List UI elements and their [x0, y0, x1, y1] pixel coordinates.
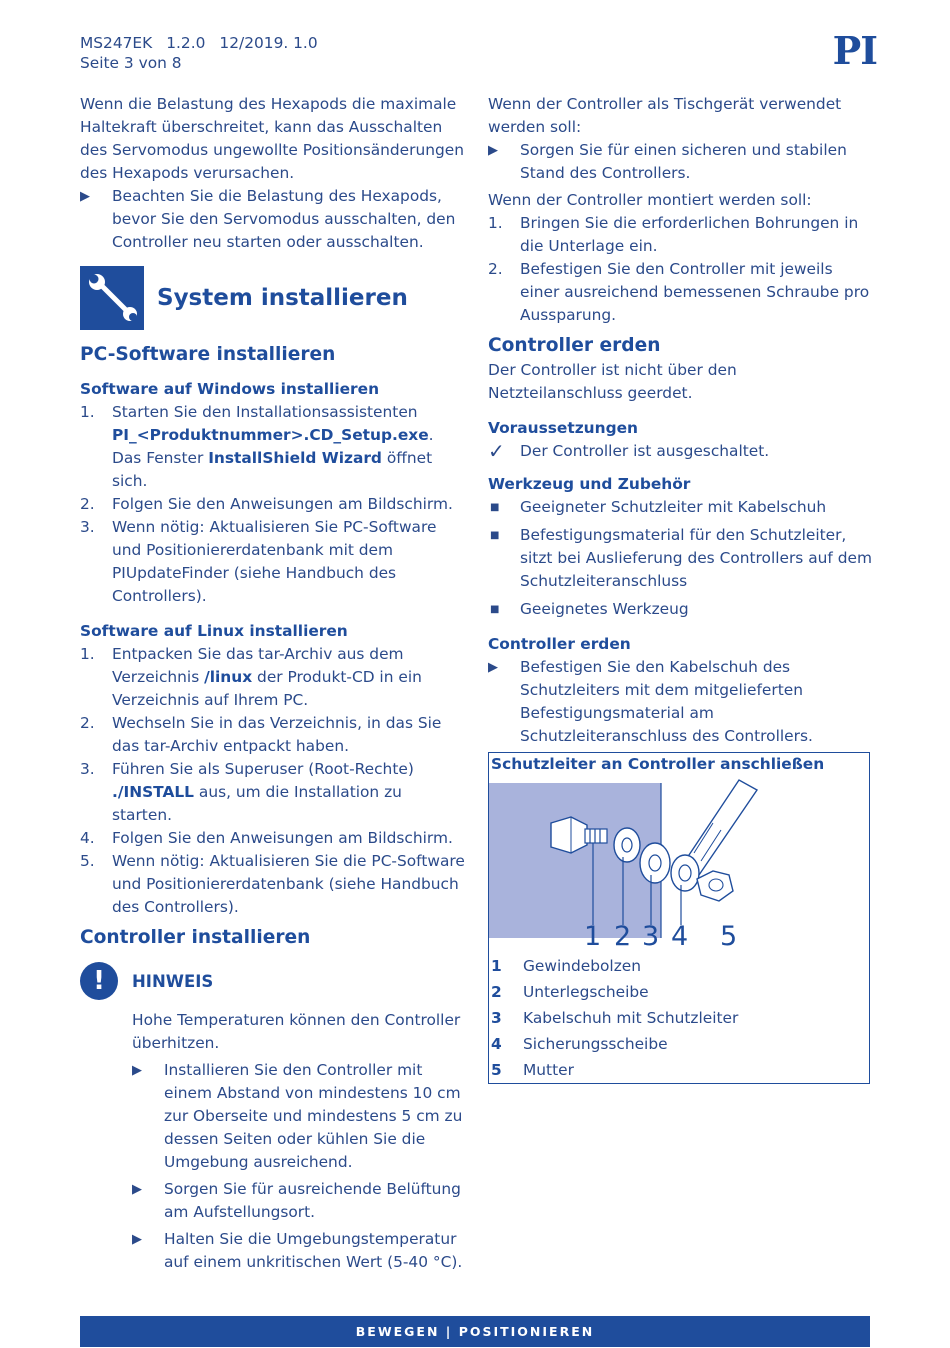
fig-num-4: 4	[671, 921, 689, 952]
page-number: Seite 3 von 8	[80, 54, 182, 72]
linux-title: Software auf Linux installieren	[80, 622, 348, 640]
windows-step-2: 2. Folgen Sie den Anweisungen am Bildschirm.	[80, 495, 453, 513]
windows-title: Software auf Windows installieren	[80, 380, 380, 398]
triangle-bullet-icon: ▶	[80, 189, 90, 204]
figure-legend	[489, 953, 869, 1083]
legend-row: 2 Unterlegscheibe	[491, 983, 649, 1001]
chapter-heading	[80, 266, 465, 330]
ground-title: Controller erden	[488, 335, 661, 356]
intro-bullet	[80, 185, 465, 254]
triangle-bullet-icon: ▶	[132, 1182, 142, 1197]
legend-row: 3 Kabelschuh mit Schutzleiter	[491, 1009, 739, 1027]
wrench-icon	[80, 266, 144, 330]
mount-step-2: 2. Befestigen Sie den Controller mit jeweils einer ausreichend bemessenen Schraube pro Aussparung.	[488, 260, 870, 324]
triangle-bullet-icon: ▶	[488, 660, 498, 675]
intro-paragraph: Wenn die Belastung des Hexapods die maximale Haltekraft überschreitet, kann das Ausschalten des Servomodus ungewollte Positionsänderungen des Hexapods verursachen.	[80, 95, 464, 182]
left-column	[80, 93, 465, 1274]
fig-num-2: 2	[614, 921, 632, 952]
square-bullet-icon: ■	[490, 502, 500, 513]
notice-header	[80, 961, 465, 1001]
exclamation-icon: !	[80, 962, 118, 1000]
square-bullet-icon: ■	[490, 530, 500, 541]
legend-row: 1 Gewindebolzen	[491, 957, 642, 975]
mount-step-1: 1. Bringen Sie die erforderlichen Bohrungen in die Unterlage ein.	[488, 214, 859, 255]
legend-row: 4 Sicherungsscheibe	[491, 1035, 668, 1053]
fig-num-1: 1	[584, 921, 602, 952]
tools-item-2: ■ Befestigungsmaterial für den Schutzleiter, sitzt bei Auslieferung des Controllers auf dem Schutzleiteranschluss	[490, 526, 872, 590]
ground-text: Der Controller ist nicht über den Netzteilanschluss geerdet.	[488, 361, 737, 402]
checkmark-icon: ✓	[488, 439, 505, 463]
legend-row: 5 Mutter	[491, 1061, 574, 1079]
chapter-title: System installieren	[157, 285, 408, 311]
grounding-figure	[488, 752, 870, 1084]
triangle-bullet-icon: ▶	[488, 143, 498, 158]
linux-step-1: 1. Entpacken Sie das tar-Archiv aus dem Verzeichnis /linux der Produkt-CD in ein Verzeichnis auf Ihrem PC.	[80, 645, 422, 709]
ground-bullet: ▶ Befestigen Sie den Kabelschuh des Schutzleiters mit dem mitgelieferten Befestigungsmaterial am Schutzleiteranschluss des Controllers.	[488, 658, 813, 745]
notice-bullet-2: ▶ Sorgen Sie für ausreichende Belüftung am Aufstellungsort.	[132, 1180, 461, 1221]
intro-bullet-text: Beachten Sie die Belastung des Hexapods, bevor Sie den Servomodus ausschalten, den Controller neu starten oder ausschalten.	[112, 187, 456, 251]
linux-step-3: 3. Führen Sie als Superuser (Root-Rechte) ./INSTALL aus, um die Installation zu starten.	[80, 760, 414, 824]
doc-date: 12/2019. 1.0	[219, 34, 318, 52]
controller-install-title: Controller installieren	[80, 927, 311, 948]
pi-logo: PI	[832, 28, 877, 73]
notice-bullet-1: ▶ Installieren Sie den Controller mit einem Abstand von mindestens 10 cm zur Oberseite und mindestens 5 cm zu dessen Seiten oder kühlen Sie die Umgebung ausreichend.	[132, 1061, 463, 1171]
tools-item-1: ■ Geeigneter Schutzleiter mit Kabelschuh	[488, 496, 873, 519]
windows-step-1: 1. Starten Sie den Installationsassistenten PI_<Produktnummer>.CD_Setup.exe. Das Fenster InstallShield Wizard öffnet sich.	[80, 403, 434, 490]
footer-banner: BEWEGEN | POSITIONIEREN	[80, 1316, 870, 1347]
prereq-item: ✓ Der Controller ist ausgeschaltet.	[488, 439, 770, 463]
prereq-title: Voraussetzungen	[488, 419, 638, 437]
linux-step-5: 5. Wenn nötig: Aktualisieren Sie die PC-Software und Positioniererdatenbank (siehe Handbuch des Controllers).	[80, 852, 465, 916]
square-bullet-icon: ■	[490, 604, 500, 615]
fig-num-5: 5	[720, 921, 738, 952]
fig-num-3: 3	[642, 921, 660, 952]
page-header	[80, 28, 880, 73]
linux-step-4: 4. Folgen Sie den Anweisungen am Bildschirm.	[80, 829, 453, 847]
notice-label: HINWEIS	[132, 971, 214, 991]
doc-meta	[80, 33, 880, 53]
windows-step-3: 3. Wenn nötig: Aktualisieren Sie PC-Software und Positioniererdatenbank mit dem PIUpdateFinder (siehe Handbuch des Controllers).	[80, 518, 437, 605]
pc-software-title: PC-Software installieren	[80, 344, 336, 365]
notice-bullet-3: ▶ Halten Sie die Umgebungstemperatur auf einem unkritischen Wert (5-40 °C).	[132, 1230, 463, 1271]
tools-item-3: ■ Geeignetes Werkzeug	[488, 598, 873, 621]
figure-title: Schutzleiter an Controller anschließen	[491, 755, 825, 773]
figure-number-labels	[489, 921, 869, 953]
linux-step-2: 2. Wechseln Sie in das Verzeichnis, in das Sie das tar-Archiv entpackt haben.	[80, 714, 442, 755]
notice-text: Hohe Temperaturen können den Controller überhitzen.	[132, 1011, 461, 1052]
desk-bullet: ▶ Sorgen Sie für einen sicheren und stabilen Stand des Controllers.	[488, 141, 847, 182]
triangle-bullet-icon: ▶	[132, 1063, 142, 1078]
desk-intro: Wenn der Controller als Tischgerät verwendet werden soll:	[488, 95, 842, 136]
mount-intro: Wenn der Controller montiert werden soll:	[488, 191, 812, 209]
doc-version: 1.2.0	[166, 34, 206, 52]
tools-title: Werkzeug und Zubehör	[488, 475, 691, 493]
grounding-illustration	[489, 775, 869, 953]
triangle-bullet-icon: ▶	[132, 1232, 142, 1247]
ground-sub-title: Controller erden	[488, 635, 631, 653]
doc-id: MS247EK	[80, 34, 153, 52]
right-column	[488, 93, 873, 1084]
